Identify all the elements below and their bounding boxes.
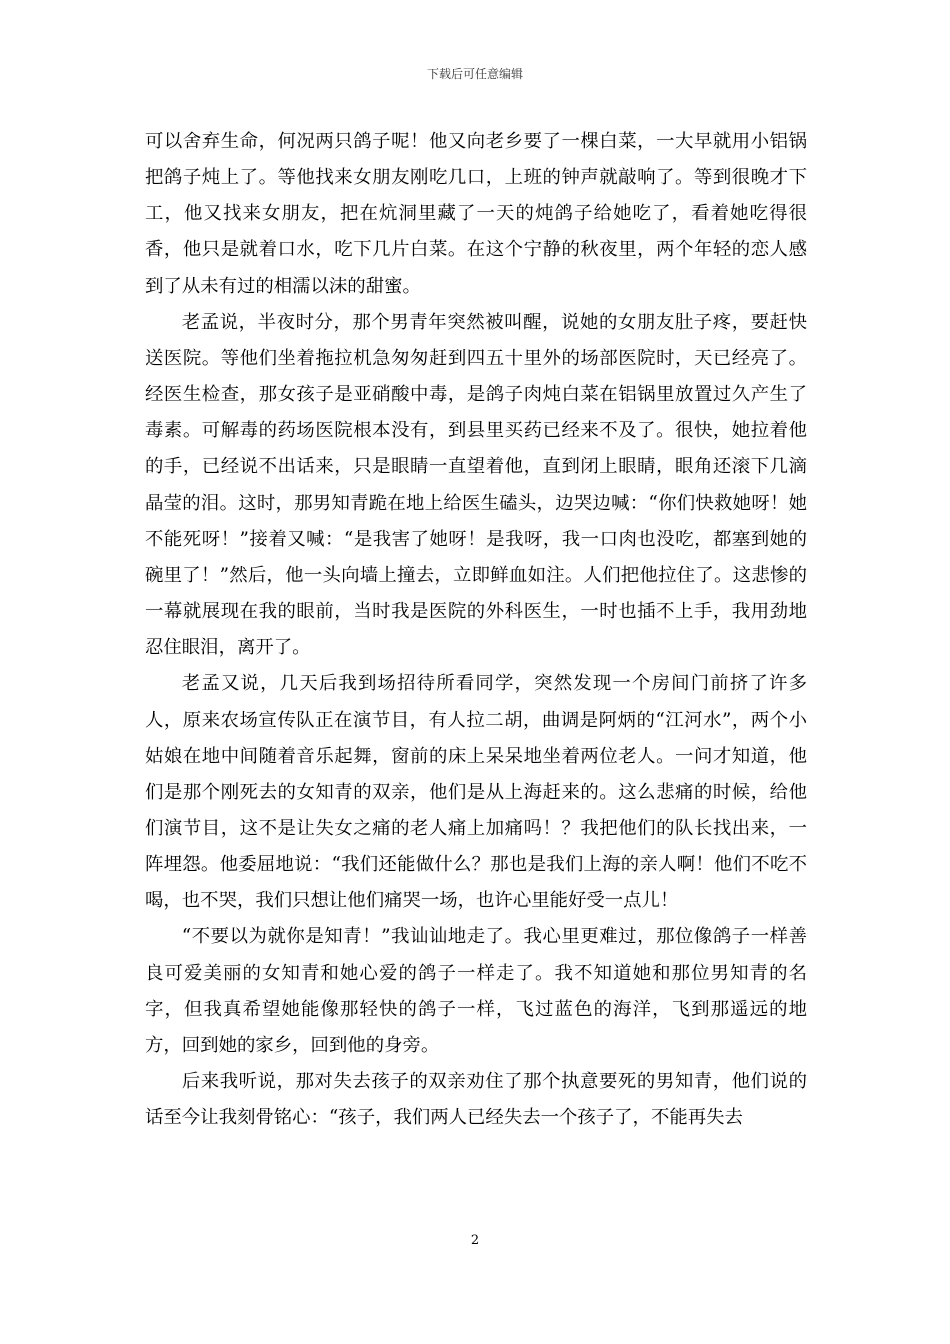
page-number: 2 [470, 1233, 480, 1248]
paragraph-5: 后来我听说，那对失去孩子的双亲劝住了那个执意要死的男知青，他们说的话至今让我刻骨铭心：“孩子，我们两人已经失去一个孩子了，不能再失去 [145, 1071, 807, 1129]
body-text [145, 124, 807, 1136]
paragraph-2: 老孟说，半夜时分，那个男青年突然被叫醒，说她的女朋友肚子疼，要赶快送医院。等他们坐着拖拉机急匆匆赶到四五十里外的场部医院时，天已经亮了。经医生检查，那女孩子是亚硝酸中毒，是鸽子肉炖白菜在铝锅里放置过久产生了毒素。可解毒的药场医院根本没有，到县里买药已经来不及了。很快，她拉着他的手，已经说不出话来，只是眼睛一直望着他，直到闭上眼睛，眼角还滚下几滴晶莹的泪。这时，那男知青跪在地上给医生磕头，边哭边喊：“你们快救她呀！她不能死呀！”接着又喊：“是我害了她呀！是我呀，我一口肉也没吃，都塞到她的碗里了！”然后，他一头向墙上撞去，立即鲜血如注。人们把他拉住了。这悲惨的一幕就展现在我的眼前，当时我是医院的外科医生，一时也插不上手，我用劲地忍住眼泪，离开了。 [145, 311, 807, 659]
paragraph-4: “不要以为就你是知青！”我讪讪地走了。我心里更难过，那位像鸽子一样善良可爱美丽的女知青和她心爱的鸽子一样走了。我不知道她和那位男知青的名字，但我真希望她能像那轻快的鸽子一样，飞过蓝色的海洋，飞到那遥远的地方，回到她的家乡，回到他的身旁。 [145, 926, 807, 1056]
page-header: 下载后可任意编辑 [426, 67, 523, 81]
paragraph-1: 可以舍弃生命，何况两只鸽子呢！他又向老乡要了一棵白菜，一大早就用小铝锅把鸽子炖上了。等他找来女朋友刚吃几口，上班的钟声就敲响了。等到很晚才下工，他又找来女朋友，把在炕洞里藏了一天的炖鸽子给她吃了，看着她吃得很香，他只是就着口水，吃下几片白菜。在这个宁静的秋夜里，两个年轻的恋人感到了从未有过的相濡以沫的甜蜜。 [145, 131, 807, 297]
paragraph-3: 老孟又说，几天后我到场招待所看同学，突然发现一个房间门前挤了许多人，原来农场宣传队正在演节目，有人拉二胡，曲调是阿炳的“江河水”，两个小姑娘在地中间随着音乐起舞，窗前的床上呆呆地坐着两位老人。一问才知道，他们是那个刚死去的女知青的双亲，他们是从上海赶来的。这么悲痛的时候，给他们演节目，这不是让失女之痛的老人痛上加痛吗！？我把他们的队长找出来，一阵埋怨。他委屈地说：“我们还能做什么？那也是我们上海的亲人啊！他们不吃不喝，也不哭，我们只想让他们痛哭一场，也许心里能好受一点儿！ [145, 673, 807, 912]
